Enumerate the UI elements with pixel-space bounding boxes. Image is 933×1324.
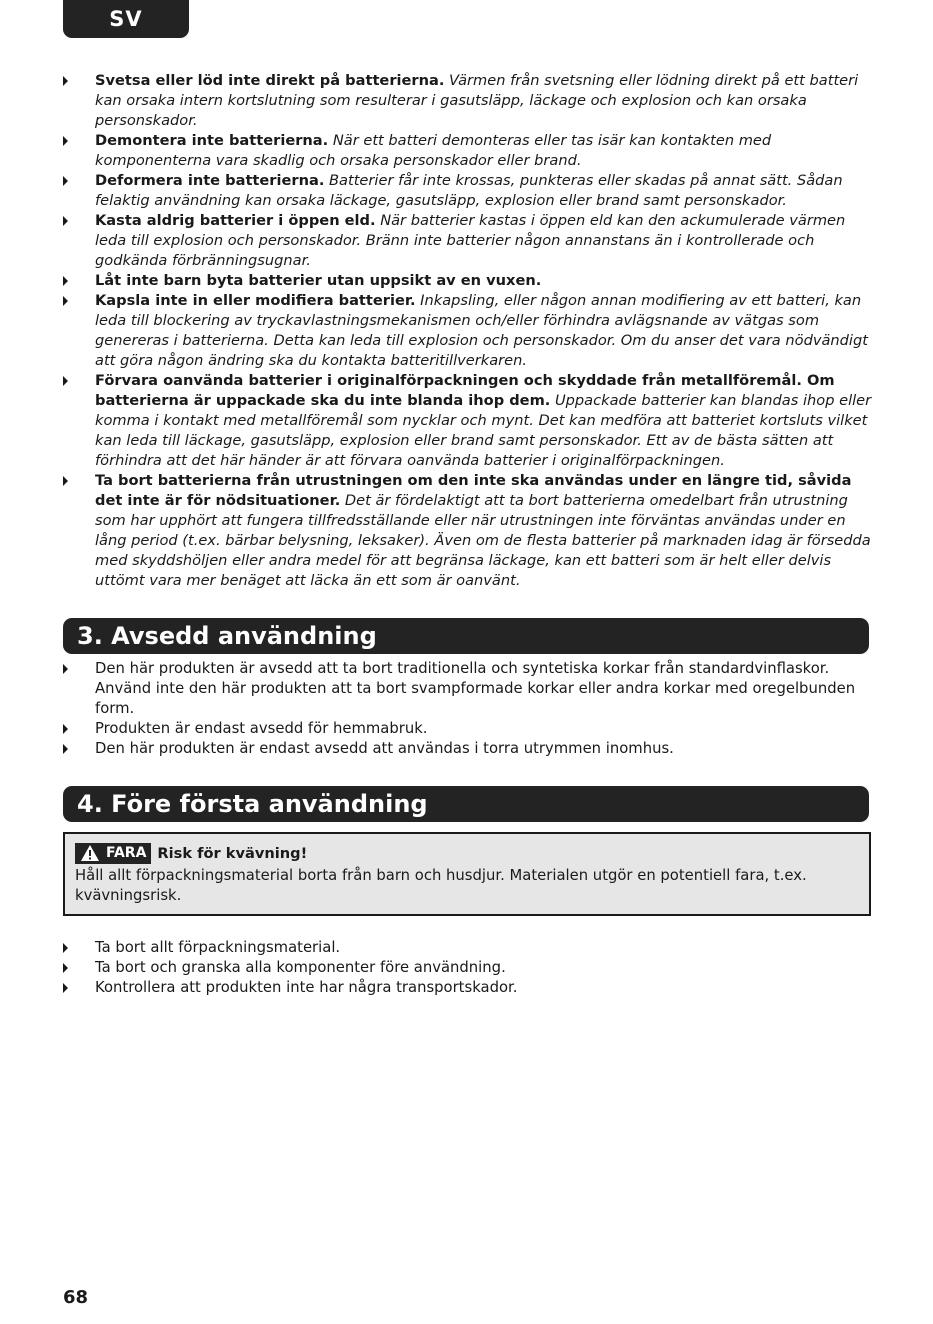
bullet-icon — [63, 136, 68, 146]
list-item — [63, 938, 873, 958]
item-italic: Värmen från svetsning eller lödning direkt på ett batteri kan orsaka intern kortslutning som resulterar i gasutsläpp, läckage och explosion och kan orsaka personskador. — [95, 72, 859, 129]
warning-header — [75, 842, 859, 864]
bullet-icon — [63, 724, 68, 734]
item-bold: Ta bort batterierna från utrustningen om den inte ska användas under en längre tid, såvida det inte är för nödsituationer. — [95, 472, 852, 509]
bullet-icon — [63, 216, 68, 226]
bullet-icon — [63, 296, 68, 306]
bullet-icon — [63, 76, 68, 86]
item-bold: Kasta aldrig batterier i öppen eld. — [95, 212, 376, 229]
warning-triangle-icon — [80, 844, 100, 862]
section-heading-before-first-use: 4. Före första användning — [63, 786, 869, 822]
item-bold: Låt inte barn byta batterier utan uppsikt av en vuxen. — [95, 272, 542, 289]
item-text: Ta bort allt förpackningsmaterial. — [95, 939, 341, 956]
bullet-icon — [63, 963, 68, 973]
before-first-use-list — [63, 938, 873, 998]
list-item — [63, 131, 873, 171]
list-item — [63, 371, 873, 471]
item-text: Den här produkten är avsedd att ta bort traditionella och syntetiska korkar från standardvinflaskor. Använd inte den här produkten att ta bort svampformade korkar eller andra korkar med oregelbunden form. — [95, 660, 856, 717]
item-italic: Batterier får inte krossas, punkteras eller skadas på annat sätt. Sådan felaktig användning kan orsaka läckage, gasutsläpp, explosion eller brand samt personskador. — [95, 172, 843, 209]
item-italic: När batterier kastas i öppen eld kan den ackumulerade värmen leda till explosion och personskador. Bränn inte batterier någon annanstans än i kontrollerade och godkända förbränningsugnar. — [95, 212, 846, 269]
item-bold: Svetsa eller löd inte direkt på batterierna. — [95, 72, 445, 89]
warning-text: Håll allt förpackningsmaterial borta från barn och husdjur. Materialen utgör en potentiell fara, t.ex. kvävningsrisk. — [75, 867, 807, 904]
item-italic: När ett batteri demonteras eller tas isär kan kontakten med komponenterna vara skadlig och orsaka personskador eller brand. — [95, 132, 772, 169]
list-item — [63, 271, 873, 291]
item-italic: Det är fördelaktigt att ta bort batterierna omedelbart från utrustning som har upphört att fungera tillfredsställande eller när utrustningen inte förväntas användas under en lång period (t.ex. bärbar belysning, leksaker). Även om de flesta batterier på marknaden idag är försedda med skyddshöljen eller andra medel för att begränsa läckage, kan ett batteri som är helt eller delvis uttömt vara mer benäget att läcka än ett som är oanvänt. — [95, 492, 871, 589]
language-tab: SV — [63, 0, 189, 38]
section-heading-intended-use: 3. Avsedd användning — [63, 618, 869, 654]
bullet-icon — [63, 744, 68, 754]
danger-badge-label: FARA — [106, 845, 147, 861]
list-item — [63, 471, 873, 591]
item-italic: Uppackade batterier kan blandas ihop eller komma i kontakt med metallföremål som nycklar och mynt. Det kan medföra att batteriet kortsluts vilket kan leda till läckage, gasutsläpp, explosion eller brand samt personskador. Ett av de bästa sätten att förhindra att det här händer är att förvara oanvända batterier i originalförpackningen. — [95, 392, 872, 469]
warning-title: Risk för kvävning! — [157, 844, 308, 862]
item-italic: Inkapsling, eller någon annan modifiering av ett batteri, kan leda till blockering av tryckavlastningsmekanismen och/eller förhindra avlägsnande av vätgas som genereras i batterierna. Detta kan leda till explosion och personskador. Om du anser det vara nödvändigt att göra någon ändring ska du kontakta batteritillverkaren. — [95, 292, 868, 369]
item-bold: Förvara oanvända batterier i originalförpackningen och skyddade från metallföremål. Om batterierna är uppackade ska du inte blanda ihop dem. — [95, 372, 835, 409]
bullet-icon — [63, 983, 68, 993]
bullet-icon — [63, 476, 68, 486]
list-item — [63, 978, 873, 998]
bullet-icon — [63, 664, 68, 674]
list-item — [63, 958, 873, 978]
list-item — [63, 659, 873, 719]
list-item — [63, 211, 873, 271]
list-item — [63, 171, 873, 211]
item-text: Produkten är endast avsedd för hemmabruk. — [95, 720, 428, 737]
bullet-icon — [63, 943, 68, 953]
danger-warning-box — [63, 832, 871, 916]
page-number: 68 — [63, 1287, 89, 1308]
battery-safety-list — [63, 71, 873, 591]
item-bold: Demontera inte batterierna. — [95, 132, 329, 149]
bullet-icon — [63, 276, 68, 286]
list-item — [63, 739, 873, 759]
item-text: Den här produkten är endast avsedd att användas i torra utrymmen inomhus. — [95, 740, 674, 757]
list-item — [63, 719, 873, 739]
list-item — [63, 71, 873, 131]
bullet-icon — [63, 376, 68, 386]
bullet-icon — [63, 176, 68, 186]
list-item — [63, 291, 873, 371]
item-bold: Deformera inte batterierna. — [95, 172, 325, 189]
intended-use-list — [63, 659, 873, 759]
item-text: Kontrollera att produkten inte har några transportskador. — [95, 979, 518, 996]
item-bold: Kapsla inte in eller modifiera batterier. — [95, 292, 416, 309]
item-text: Ta bort och granska alla komponenter före användning. — [95, 959, 506, 976]
danger-badge — [75, 843, 151, 864]
